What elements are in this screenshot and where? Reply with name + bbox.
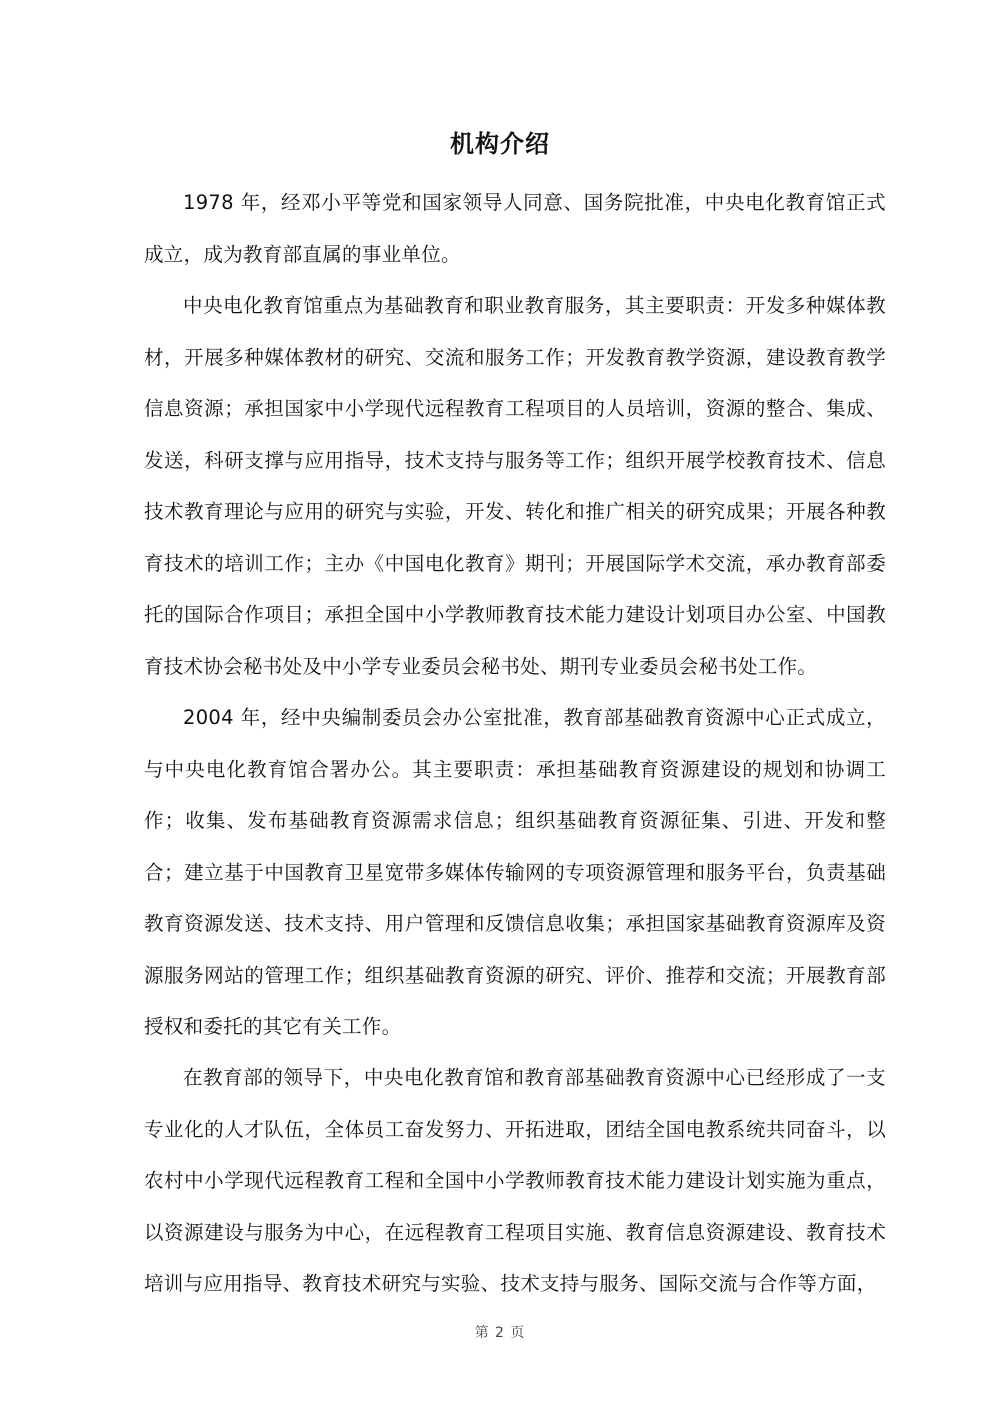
page-number: 第 2 页 [474,1325,526,1341]
paragraph-founding: 1978 年，经邓小平等党和国家领导人同意、国务院批准，中央电化教育馆正式成立，成为教育部直属的事业单位。 [144,191,886,266]
paragraph-resource-center: 2004 年，经中央编制委员会办公室批准，教育部基础教育资源中心正式成立，与中央电化教育馆合署办公。其主要职责：承担基础教育资源建设的规划和协调工作；收集、发布基础教育资源需求信息；组织基础教育资源征集、引进、开发和整合；建立基于中国教育卫星宽带多媒体传输网的专项资源管理和服务平台，负责基础教育资源发送、技术支持、用户管理和反馈信息收集；承担国家基础教育资源库及资源服务网站的管理工作；组织基础教育资源的研究、评价、推荐和交流；开展教育部授权和委托的其它有关工作。 [144,706,886,1038]
paragraph-responsibilities: 中央电化教育馆重点为基础教育和职业教育服务，其主要职责：开发多种媒体教材，开展多种媒体教材的研究、交流和服务工作；开发教育教学资源，建设教育教学信息资源；承担国家中小学现代远程教育工程项目的人员培训，资源的整合、集成、发送，科研支撑与应用指导，技术支持与服务等工作；组织开展学校教育技术、信息技术教育理论与应用的研究与实验，开发、转化和推广相关的研究成果；开展各种教育技术的培训工作；主办《中国电化教育》期刊；开展国际学术交流，承办教育部委托的国际合作项目；承担全国中小学教师教育技术能力建设计划项目办公室、中国教育技术协会秘书处及中小学专业委员会秘书处、期刊专业委员会秘书处工作。 [144,294,886,678]
document-body [144,177,886,1312]
paragraph-achievements: 在教育部的领导下，中央电化教育馆和教育部基础教育资源中心已经形成了一支专业化的人才队伍，全体员工奋发努力、开拓进取，团结全国电教系统共同奋斗，以农村中小学现代远程教育工程和全国中小学教师教育技术能力建设计划实施为重点，以资源建设与服务为中心，在远程教育工程项目实施、教育信息资源建设、教育技术培训与应用指导、教育技术研究与实验、技术支持与服务、国际交流与合作等方面， [144,1066,886,1295]
page-title: 机构介绍 [450,130,550,158]
